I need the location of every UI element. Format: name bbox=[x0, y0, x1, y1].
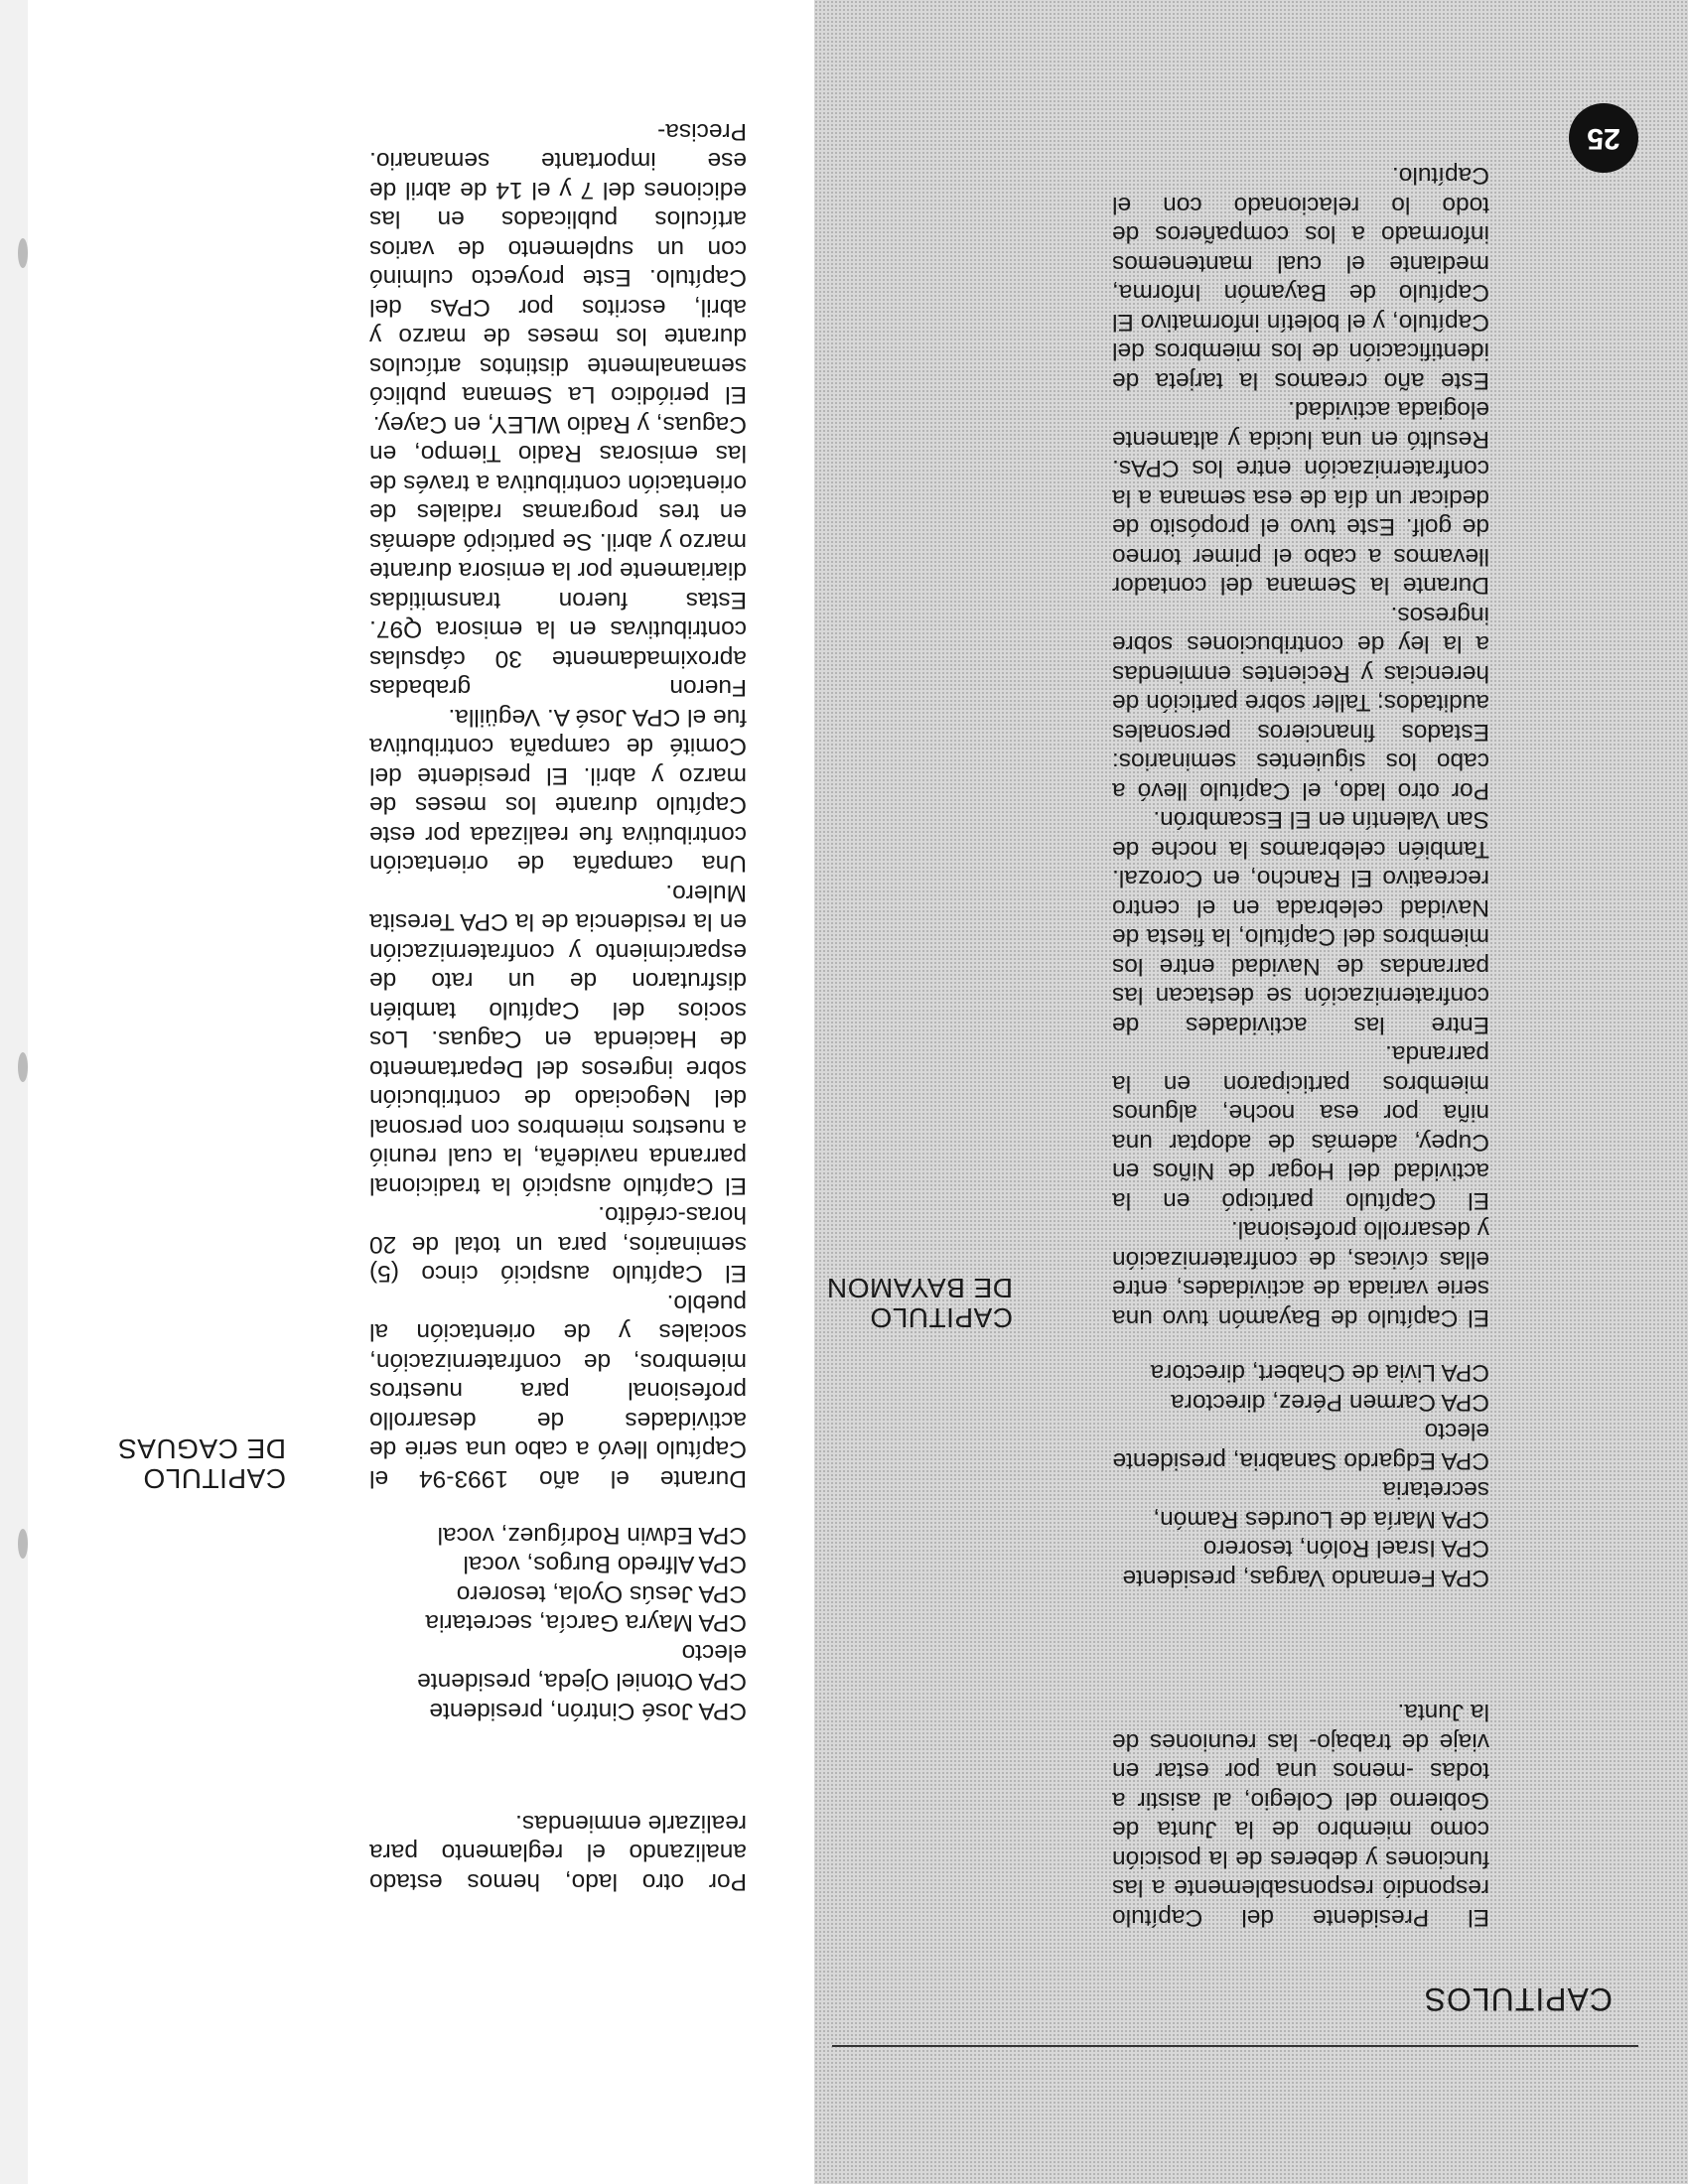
bayamon-officers-list: CPA Fernando Vargas, presidente CPA Israel Rolón, tesorero CPA María de Lourdes Ramón, secretaria CPA Edgardo Sanabria, presidente electo CPA Carmen Pérez, directora CPA Livia de Chabert, directora bbox=[1112, 1359, 1489, 1591]
page-number: 25 bbox=[1569, 103, 1638, 173]
caguas-officers-list: CPA José Cintrón, presidente CPA Otoniel Ojeda, presidente electo CPA Mayra García, secretaria CPA Jesús Oyola, tesorero CPA Alfredo Burgos, vocal CPA Edwin Rodríguez, vocal bbox=[417, 1522, 747, 1724]
bayamon-chapter-heading: CAPITULO DE BAYAMON bbox=[826, 1273, 1013, 1333]
caguas-intro-paragraph: Por otro lado, hemos estado analizando el reglamento para realizarle enmiendas. bbox=[369, 1810, 747, 1895]
punch-hole-mark bbox=[18, 1529, 28, 1559]
punch-hole-mark bbox=[18, 1052, 28, 1082]
binding-edge bbox=[0, 0, 28, 2184]
section-rule bbox=[832, 2045, 1638, 2047]
bayamon-body-text: El Capítulo de Bayamón tuvo una serie variada de actividades, entre ellas cívicas, de confraternización y desarrollo profesional. El Capítulo participó en la actividad del Hogar de Niños en Cupey, además de adoptar una niña por esa noche, algunos miembros participaron en la parranda. Entre las actividades de confraternización se destacan las parrandas de Navidad entre los miembros del Capítulo, la fiesta de Navidad celebrada en el centro recreativo El Rancho, en Corozal. También celebramos la noche de San Valentín en El Escambrón. Por otro lado, el Capítulo llevó a cabo los siguientes seminarios: Estados financieros personales auditados; Taller sobre partición de herencias y Recientes enmiendas a la ley de contribuciones sobre ingresos. Durante la Semana del contador llevamos a cabo el primer torneo de golf. Este tuvo el propósito de dedicar un día de esa semana a la confraternización entre los CPAs. Resultó en una lucida y altamente elogiada actividad. Este año creamos la tarjeta de identificación de los miembros del Capítulo, y el boletín informativo El Capítulo de Bayamón Informa, mediante el cual mantenemos informado a los compañeros de todo lo relacionado con el Capítulo. bbox=[1112, 162, 1489, 1331]
bayamon-intro-paragraph: El Presidente del Capítulo respondió responsablemente a las funciones y deberes de la posición como miembro de la Junta de Gobierno del Colegio, al asistir a todas -menos una por estar en viaje de trabajo- las reuniones de la Junta. bbox=[1112, 1699, 1489, 1931]
caguas-body-text: Durante el año 1993-94 el Capítulo llevó a cabo una serie de actividades de desarrollo profesional para nuestros miembros, de confraternización, sociales y de orientación al pueblo. El Capítulo auspició cinco (5) seminarios, para un total de 20 horas-crédito. El Capítulo auspició la tradicional parranda navideña, la cual reunió a nuestros miembros con personal del Negociado de contribución sobre ingresos del Departamento de Hacienda en Caguas. Los socios del Capítulo también disfrutaron de un rato de esparcimiento y confraternización en la residencia de la CPA Teresita Mulero. Una campaña de orientación contributiva fue realizada por este Capítulo durante los meses de marzo y abril. El presidente del Comité de campaña contributiva fue el CPA José A. Vegüilla. Fueron grabadas aproximadamente 30 cápsulas contributivas en la emisora Q97. Estas fueron transmitidas diariamente por la emisora durante marzo y abril. Se participó además en tres programas radiales de orientación contributiva a través de las emisoras Radio Tiempo, en Caguas, y Radio WLEY, en Cayey. El periódico La Semana publicó semanalmente distintos artículos durante los meses de marzo y abril, escritos por CPAs del Capítulo. Este proyecto culminó con un suplemento de varios artículos publicados en las ediciones del 7 y el 14 de abril de ese importante semanario. Precisa- bbox=[369, 118, 747, 1492]
punch-hole-mark bbox=[18, 238, 28, 268]
caguas-chapter-heading: CAPITULO DE CAGUAS bbox=[117, 1433, 286, 1494]
section-label: CAPITULOS bbox=[1423, 1981, 1613, 2017]
